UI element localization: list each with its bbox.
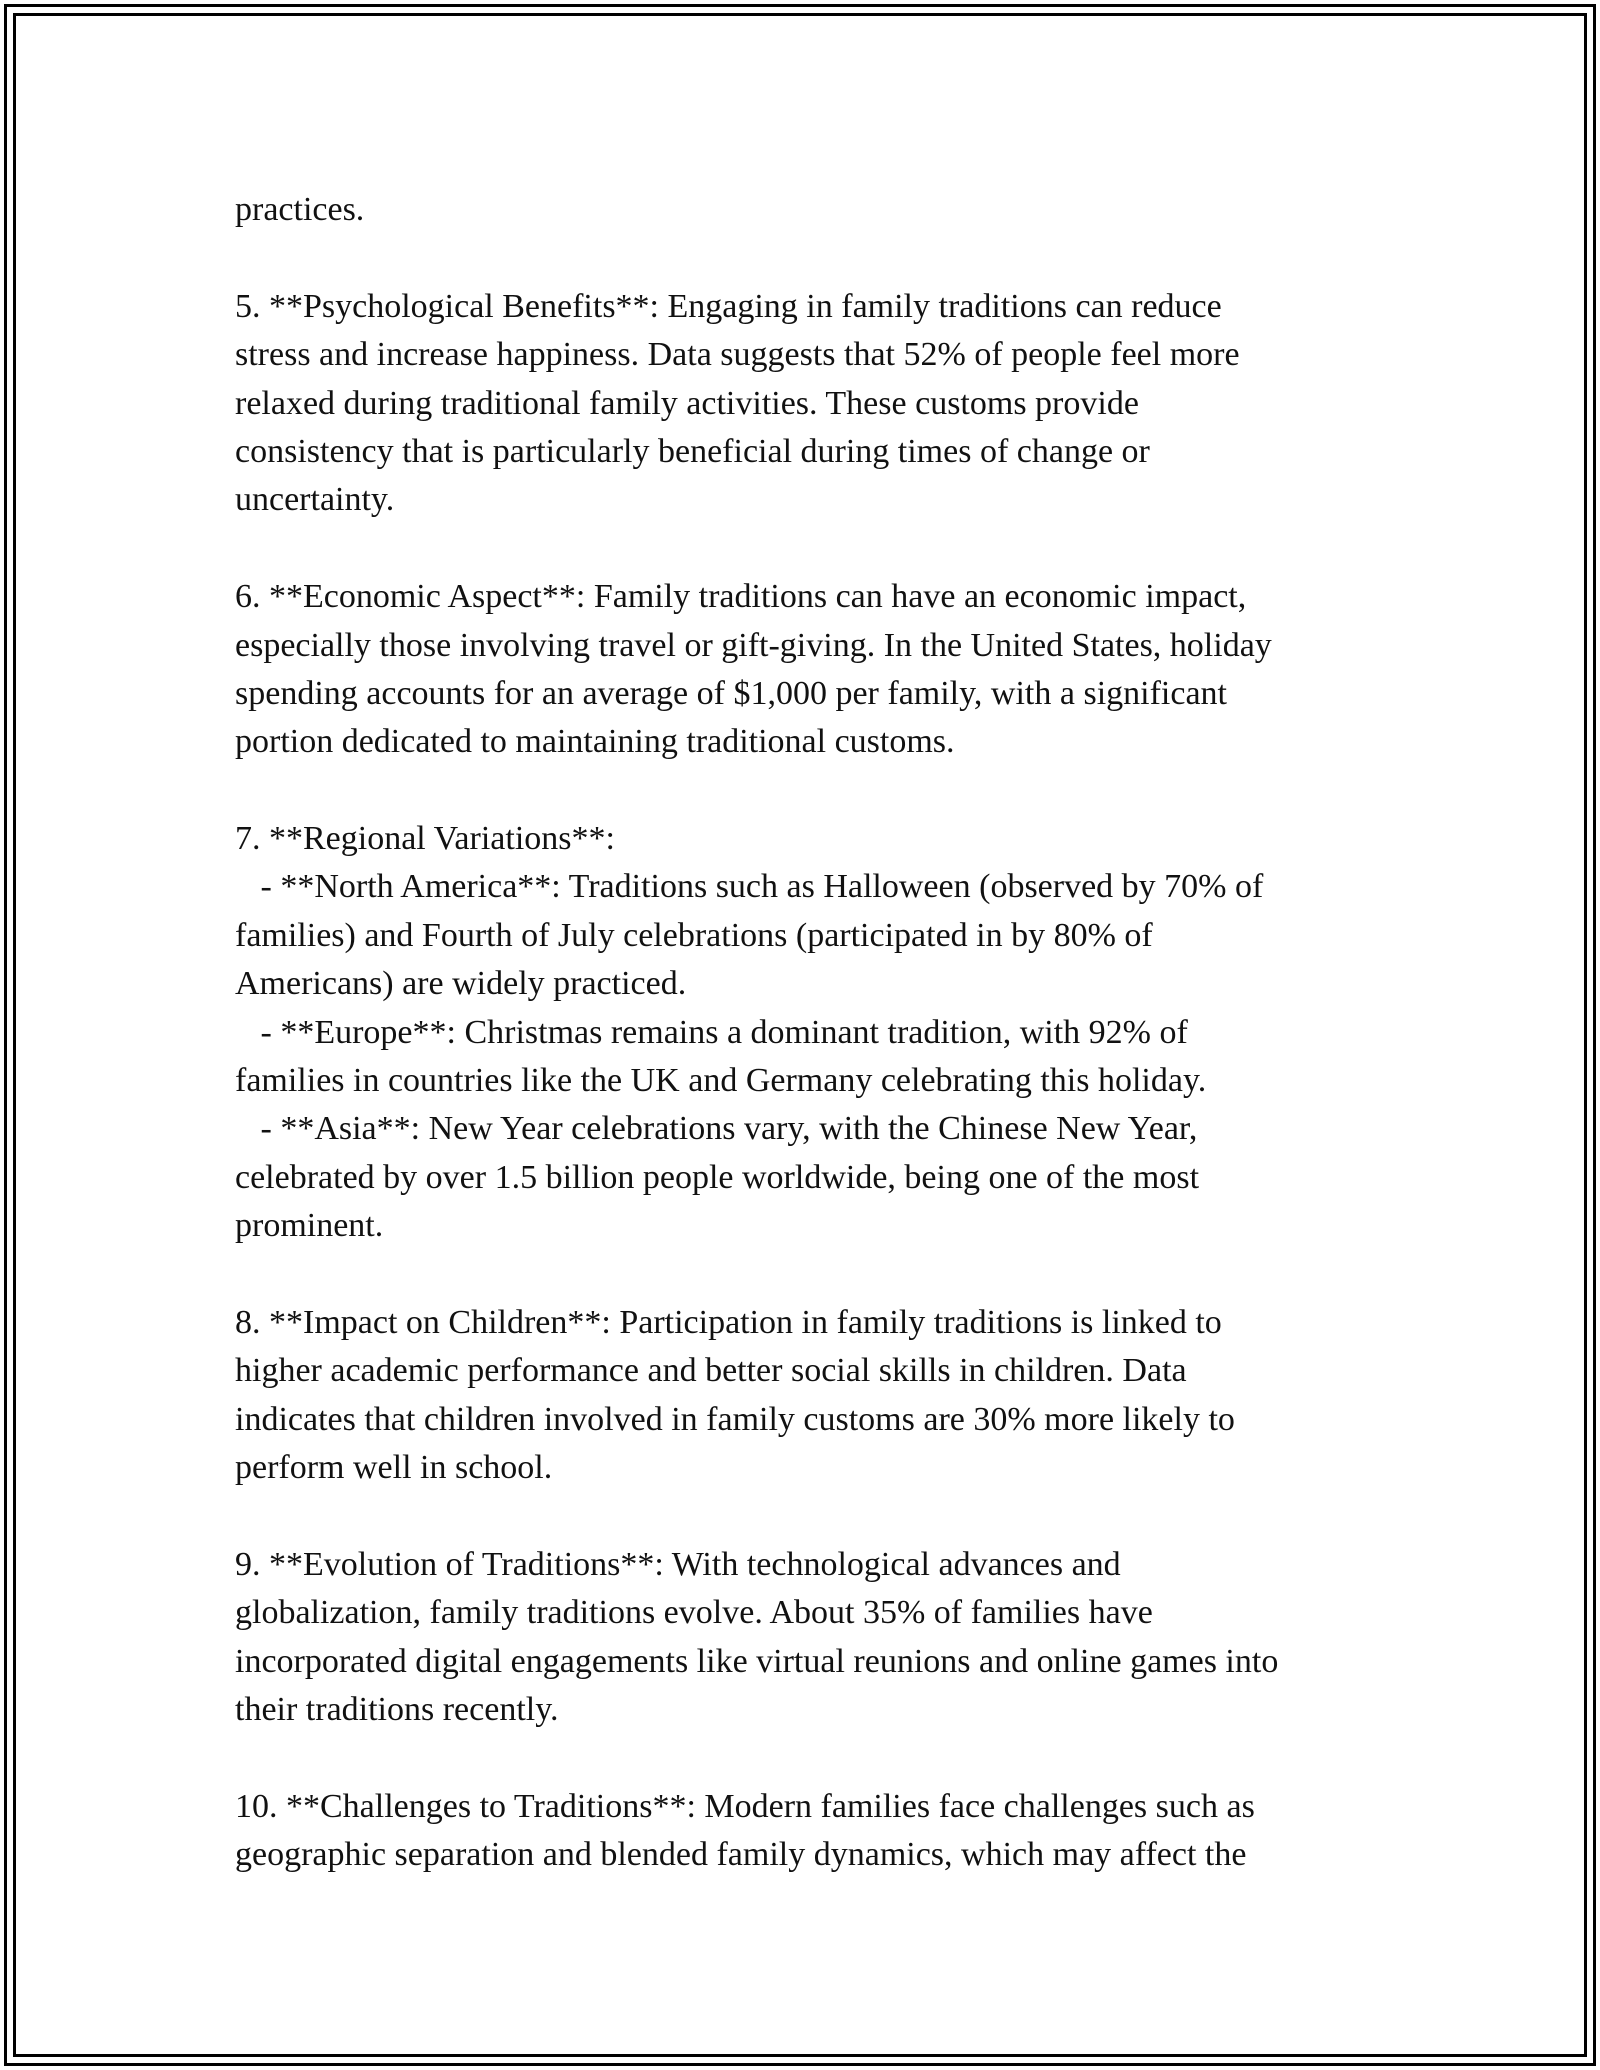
text-line: incorporated digital engagements like virtual reunions and online games into	[235, 1642, 1279, 1680]
paragraph-gap	[235, 234, 1365, 282]
text-line: - **Europe**: Christmas remains a dominant tradition, with 92% of	[235, 1013, 1188, 1051]
text-line: Americans) are widely practiced.	[235, 965, 687, 1003]
text-line: - **North America**: Traditions such as Halloween (observed by 70% of	[235, 868, 1264, 906]
item-6-economic-aspect	[235, 573, 1365, 767]
item-9-evolution-of-traditions	[235, 1541, 1365, 1735]
text-line: prominent.	[235, 1207, 384, 1245]
paragraph-gap	[235, 1251, 1365, 1299]
text-line: geographic separation and blended family dynamics, which may affect the	[235, 1836, 1247, 1874]
text-line: celebrated by over 1.5 billion people worldwide, being one of the most	[235, 1158, 1200, 1196]
paragraph-gap	[235, 1735, 1365, 1783]
paragraph-gap	[235, 525, 1365, 573]
text-line: 8. **Impact on Children**: Participation in family traditions is linked to	[235, 1303, 1222, 1341]
text-line: stress and increase happiness. Data suggests that 52% of people feel more	[235, 336, 1240, 374]
text-line: 5. **Psychological Benefits**: Engaging in family traditions can reduce	[235, 287, 1222, 325]
text-line: perform well in school.	[235, 1449, 553, 1487]
paragraph-continuation	[235, 186, 1365, 234]
text-line: families in countries like the UK and Germany celebrating this holiday.	[235, 1062, 1207, 1100]
text-line: practices.	[235, 191, 365, 228]
text-line: relaxed during traditional family activities. These customs provide	[235, 384, 1139, 422]
text-line: especially those involving travel or gift-giving. In the United States, holiday	[235, 626, 1272, 664]
paragraph-gap	[235, 1493, 1365, 1541]
text-line: 6. **Economic Aspect**: Family traditions can have an economic impact,	[235, 578, 1247, 616]
text-line: portion dedicated to maintaining traditional customs.	[235, 723, 955, 761]
text-line: uncertainty.	[235, 481, 395, 519]
text-line: spending accounts for an average of $1,000 per family, with a significant	[235, 674, 1227, 712]
text-line: 9. **Evolution of Traditions**: With technological advances and	[235, 1545, 1121, 1583]
text-line: indicates that children involved in family customs are 30% more likely to	[235, 1400, 1235, 1438]
item-10-challenges-to-traditions	[235, 1783, 1365, 1880]
text-line: 10. **Challenges to Traditions**: Modern families face challenges such as	[235, 1787, 1255, 1825]
text-line: 7. **Regional Variations**:	[235, 820, 615, 858]
text-line: higher academic performance and better social skills in children. Data	[235, 1352, 1187, 1390]
text-line: - **Asia**: New Year celebrations vary, with the Chinese New Year,	[235, 1110, 1198, 1148]
item-7-regional-variations	[235, 815, 1365, 1251]
text-line: their traditions recently.	[235, 1691, 559, 1729]
paragraph-gap	[235, 767, 1365, 815]
item-8-impact-on-children	[235, 1299, 1365, 1493]
document-body	[235, 186, 1365, 1880]
text-line: families) and Fourth of July celebrations (participated in by 80% of	[235, 916, 1153, 954]
text-line: consistency that is particularly beneficial during times of change or	[235, 432, 1150, 470]
text-line: globalization, family traditions evolve. About 35% of families have	[235, 1594, 1153, 1632]
item-5-psychological-benefits	[235, 283, 1365, 525]
